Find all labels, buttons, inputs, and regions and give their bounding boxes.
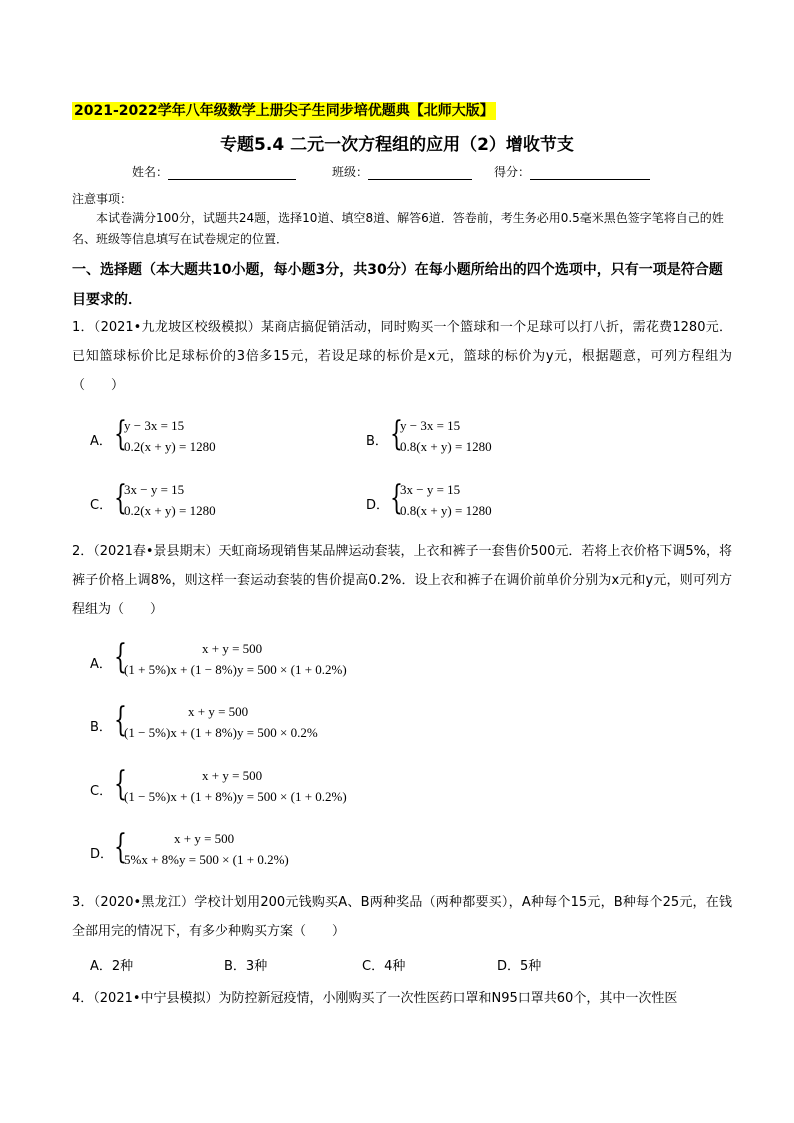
equation-2: 0.8(x + y) = 1280 [400,439,492,454]
option-label: B． [366,434,388,449]
equation-1: 3x − y = 15 [124,482,185,497]
equation-2: 0.2(x + y) = 1280 [124,503,216,518]
class-field[interactable] [368,167,472,180]
option-label: D． [90,847,114,862]
score-label: 得分： [494,165,531,179]
equation-2: 5%x + 8%y = 500 × (1 + 0.2%) [124,852,289,867]
brace-icon: { [390,478,403,518]
option-label: C． [90,498,113,513]
q3-choice-d[interactable]: D．5种 [497,959,542,974]
equation-2: (1 − 5%)x + (1 + 8%)y = 500 × (1 + 0.2%) [124,789,347,804]
notice-body: 本试卷满分100分，试题共24题，选择10道、填空8道、解答6道．答卷前，考生务必用0.5毫米黑色签字笔将自己的姓名、班级等信息填写在试卷规定的位置． [72,211,724,246]
brace-icon: { [114,414,127,454]
equation-2: 0.2(x + y) = 1280 [124,439,216,454]
equation-1: x + y = 500 [202,768,263,783]
brace-icon: { [390,414,403,454]
equation-1: x + y = 500 [188,704,249,719]
brace-icon: { [114,764,127,804]
page-title: 专题5.4 二元一次方程组的应用（2）增收节支 [220,135,574,155]
equation-1: y − 3x = 15 [400,418,461,433]
equation-2: (1 + 5%)x + (1 − 8%)y = 500 × (1 + 0.2%) [124,662,347,677]
equation-1: x + y = 500 [202,641,263,656]
brace-icon: { [114,637,127,677]
option-label: A． [90,434,112,449]
brace-icon: { [114,478,127,518]
option-label: A． [90,657,112,672]
question-3-stem: 3．（2020•黑龙江）学校计划用200元钱购买A、B两种奖品（两种都要买），A种每个15元，B种每个25元，在钱全部用完的情况下，有多少种购买方案（ ） [72,895,732,939]
option-label: B． [90,720,112,735]
q3-choice-b[interactable]: B．3种 [224,959,268,974]
equation-1: y − 3x = 15 [124,418,185,433]
brace-icon: { [114,827,127,867]
notice-heading: 注意事项： [72,192,133,206]
equation-1: x + y = 500 [174,831,235,846]
section-heading: 一、选择题（本大题共10小题，每小题3分，共30分）在每小题所给出的四个选项中，只有一项是符合题目要求的． [72,262,723,308]
name-label: 姓名： [132,165,169,179]
option-label: C． [90,784,113,799]
brace-icon: { [114,700,127,740]
equation-2: (1 − 5%)x + (1 + 8%)y = 500 × 0.2% [124,725,318,740]
question-4-stem: 4．（2021•中宁县模拟）为防控新冠疫情，小刚购买了一次性医药口罩和N95口罩共60个，其中一次性医 [72,991,678,1006]
student-info-row [132,163,650,180]
equation-1: 3x − y = 15 [400,482,461,497]
series-label: 2021-2022学年八年级数学上册尖子生同步培优题典【北师大版】 [74,103,494,119]
equation-2: 0.8(x + y) = 1280 [400,503,492,518]
q3-choice-a[interactable]: A．2种 [90,959,134,974]
name-field[interactable] [168,167,296,180]
score-field[interactable] [530,167,650,180]
option-label: D． [366,498,390,513]
question-2-stem: 2．（2021春•景县期末）天虹商场现销售某品牌运动套装，上衣和裤子一套售价500元．若将上衣价格下调5%，将裤子价格上调8%，则这样一套运动套装的售价提高0.2%．设上衣和裤子在调价前单价分别为x元和y元，则可列方程组为（ ） [72,544,732,617]
q3-choice-c[interactable]: C．4种 [362,959,406,974]
class-label: 班级： [332,165,369,179]
question-1-stem: 1．（2021•九龙坡区校级模拟）某商店搞促销活动，同时购买一个篮球和一个足球可以打八折，需花费1280元．已知篮球标价比足球标价的3倍多15元，若设足球的标价是x元，篮球的标价为y元，根据题意，可列方程组为（ ） [72,320,732,393]
